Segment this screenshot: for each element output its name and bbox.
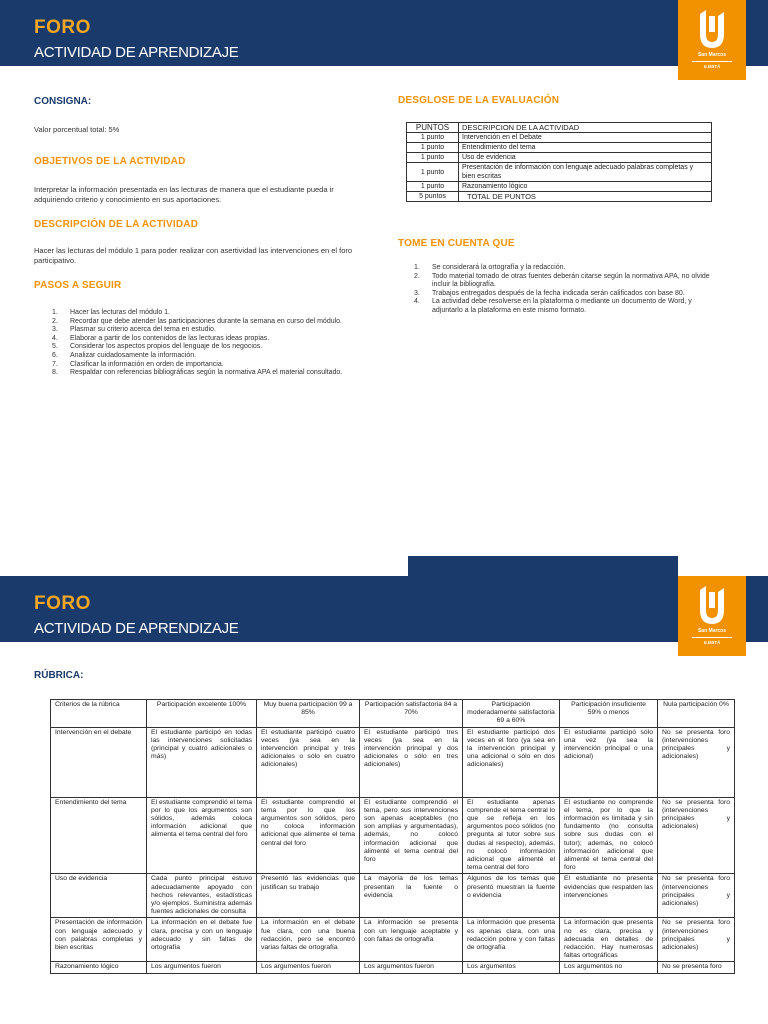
header-cell: Criterios de la rúbrica bbox=[51, 700, 147, 728]
table-cell: Intervención en el Debate bbox=[459, 133, 712, 143]
table-cell: 5 puntos bbox=[407, 192, 459, 202]
table-cell: Los argumentos bbox=[463, 962, 560, 973]
logo-divider bbox=[692, 637, 732, 638]
table-row bbox=[407, 163, 712, 182]
table-cell: Los argumentos fueron bbox=[360, 962, 463, 973]
logo-divider bbox=[692, 61, 732, 62]
san-marcos-logo bbox=[678, 576, 746, 656]
list-item: 3. Trabajos entregados después de la fecha indicada serán calificados con base 80. bbox=[414, 289, 685, 297]
list-item: 6. Analizar cuidadosamente la información. bbox=[52, 351, 197, 359]
table-cell: Uso de evidencia bbox=[51, 874, 147, 918]
table-cell: Presentación de información con lenguaje adecuado y con palabras completas y bien escritas bbox=[51, 918, 147, 962]
table-cell: La información en el debate fue clara, con una buena redacción, pero se encontró varias faltas de ortografía bbox=[257, 918, 360, 962]
objetivos-heading: OBJETIVOS DE LA ACTIVIDAD bbox=[34, 156, 186, 167]
desglose-heading: DESGLOSE DE LA EVALUACIÓN bbox=[398, 95, 560, 106]
header-cell: Muy buena participación 99 a 85% bbox=[257, 700, 360, 728]
table-cell: La información se presenta con un lenguaje aceptable y con faltas de ortografía bbox=[360, 918, 463, 962]
table-cell: 1 punto bbox=[407, 153, 459, 163]
objetivos-text: Interpretar la información presentada en las lecturas de manera que el estudiante pueda ir adquiriendo criterio y conocimiento en sus aportaciones. bbox=[34, 185, 334, 204]
table-cell: TOTAL DE PUNTOS bbox=[459, 192, 712, 202]
table-cell: El estudiante no presenta evidencias que respalden las intervenciones bbox=[560, 874, 658, 918]
list-item: 8. Respaldar con referencias bibliográficas según la normativa APA el material consultado. bbox=[52, 369, 343, 377]
page-title: FORO bbox=[34, 17, 91, 38]
table-cell: La información que presenta no es clara, precisa y adecuada en detalles de redacción. Hay numerosas faltas ortográficas bbox=[560, 918, 658, 962]
header-cell: Participación moderadamente satisfactoria 69 a 60% bbox=[463, 700, 560, 728]
list-item: 1. Hacer las lecturas del módulo 1. bbox=[52, 309, 170, 316]
table-row bbox=[407, 133, 712, 143]
table-cell: 1 punto bbox=[407, 163, 459, 182]
header-cell: Nula participación 0% bbox=[658, 700, 735, 728]
table-cell: No se presenta foro (intervenciones principales y adicionales) bbox=[658, 874, 735, 918]
u-logo-icon bbox=[698, 10, 726, 50]
san-marcos-logo bbox=[678, 0, 746, 80]
table-cell: Razonamiento lógico bbox=[51, 962, 147, 973]
list-item: 7. Clasificar la información en orden de importancia. bbox=[52, 360, 224, 368]
table-cell: El estudiante apenas comprende el tema central lo que se refleja en los argumentos poco sólidos (no pregunta al tutor sobre sus dudas al respecto), además, no colocó información adicional que alimenté el tema central del foro bbox=[463, 797, 560, 874]
table-cell: Cada punto principal estuvo adecuadamente apoyado con hechos relevantes, estadísticas y/o ejemplos. Suministra además fuentes adicionales de consulta bbox=[147, 874, 257, 918]
table-cell: El estudiante participó tres veces (ya sea en la intervención principal y dos adicionales o sólo en tres adicionales) bbox=[360, 727, 463, 797]
table-cell: El estudiante comprendió el tema, pero sus intervenciones son apenas aceptables (no son amplias y argumentadas), además, no colocó información adicional que alimenté el tema central del foro bbox=[360, 797, 463, 874]
list-item: 3. Plasmar su criterio acerca del tema en estudio. bbox=[52, 326, 216, 334]
header-cell: DESCRIPCION DE LA ACTIVIDAD bbox=[459, 123, 712, 133]
table-cell: El estudiante comprendió el tema por lo que los argumentos son sólidos, además coloca información adicional que alimenta el tema central del foro bbox=[147, 797, 257, 874]
list-item: 1. Se considerará la ortografía y la redacción. bbox=[414, 264, 566, 271]
table-row bbox=[51, 918, 735, 962]
list-item: 2. Recordar que debe atender las participaciones durante la semana en curso del módulo. bbox=[52, 317, 343, 325]
list-item: 4. Elaborar a partir de los contenidos de las lecturas ideas propias. bbox=[52, 334, 270, 342]
page-subtitle: ACTIVIDAD DE APRENDIZAJE bbox=[34, 620, 239, 637]
table-header-row bbox=[407, 123, 712, 133]
table-row bbox=[51, 727, 735, 797]
table-cell: No se presenta foro (intervenciones principales y adicionales) bbox=[658, 727, 735, 797]
table-cell: La mayoría de los temas presentan la fuente o evidencia bbox=[360, 874, 463, 918]
table-cell: El estudiante participó en todas las intervenciones solicitadas (principal y cuatro adicionales o más) bbox=[147, 727, 257, 797]
rubric-table bbox=[50, 699, 735, 974]
table-cell: Presentación de información con lenguaje adecuado palabras completas y bien escritas bbox=[459, 163, 712, 182]
table-row bbox=[51, 962, 735, 973]
table-row bbox=[407, 143, 712, 153]
table-cell: La información que presenta es apenas clara, con una redacción pobre y con faltas de ortografía bbox=[463, 918, 560, 962]
table-cell: No se presenta foro bbox=[658, 962, 735, 973]
evaluation-table bbox=[406, 122, 712, 202]
table-cell: 1 punto bbox=[407, 133, 459, 143]
table-header-row bbox=[51, 700, 735, 728]
table-cell: Entendimiento del tema bbox=[51, 797, 147, 874]
table-cell: Uso de evidencia bbox=[459, 153, 712, 163]
descripcion-heading: DESCRIPCIÓN DE LA ACTIVIDAD bbox=[34, 219, 199, 230]
logo-slogan: ILIMITÄ bbox=[703, 64, 721, 69]
list-item: 4. La actividad debe resolverse en la plataforma o mediante un documento de Word, y adjuntarlo a la plataforma en este mismo formato. bbox=[414, 298, 692, 314]
table-row bbox=[407, 182, 712, 192]
consigna-heading: CONSIGNA: bbox=[34, 96, 92, 107]
table-cell: El estudiante participó dos veces en el foro (ya sea en la intervención principal y una adicional o sólo en dos adicionales) bbox=[463, 727, 560, 797]
header-cell: Participación satisfactoria 84 a 70% bbox=[360, 700, 463, 728]
table-row bbox=[51, 874, 735, 918]
table-cell: Los argumentos no bbox=[560, 962, 658, 973]
table-cell: El estudiante no comprende el tema, por lo que la información es limitada y sin fundamento (no consulta sobre sus dudas con el tutor); además, no colocó información adicional que alimenté el tema central del foro bbox=[560, 797, 658, 874]
tome-heading: TOME EN CUENTA QUE bbox=[398, 238, 515, 249]
header-cell: PUNTOS bbox=[407, 123, 459, 133]
table-cell: Los argumentos fueron bbox=[147, 962, 257, 973]
consigna-value: Valor porcentual total: 5% bbox=[34, 125, 120, 134]
table-cell: 1 punto bbox=[407, 143, 459, 153]
page-subtitle: ACTIVIDAD DE APRENDIZAJE bbox=[34, 44, 239, 61]
table-cell: La información en el debate fue clara, precisa y con un lenguaje adecuado y sin faltas de ortografía bbox=[147, 918, 257, 962]
table-cell: Razonamiento lógico bbox=[459, 182, 712, 192]
table-row bbox=[51, 797, 735, 874]
table-cell: No se presenta foro (intervenciones principales y adicionales) bbox=[658, 797, 735, 874]
table-cell: Presentó las evidencias que justifican su trabajo bbox=[257, 874, 360, 918]
table-cell: El estudiante comprendió el tema por lo que los argumentos son sólidos, pero no coloca información adicional que alimente el tema central del foro bbox=[257, 797, 360, 874]
table-row bbox=[407, 192, 712, 202]
table-cell: Los argumentos fueron bbox=[257, 962, 360, 973]
logo-name: San Marcos bbox=[697, 628, 727, 634]
table-cell: 1 punto bbox=[407, 182, 459, 192]
table-cell: Algunos de los temas que presentó muestran la fuente o evidencia bbox=[463, 874, 560, 918]
list-item: 2. Todo material tomado de otras fuentes deberán citarse según la normativa APA, no olvide incluir la bibliografía. bbox=[414, 272, 710, 289]
table-row bbox=[407, 153, 712, 163]
table-cell: Entendimiento del tema bbox=[459, 143, 712, 153]
pasos-heading: PASOS A SEGUIR bbox=[34, 280, 122, 291]
list-item: 5. Considerar los aspectos propios del lenguaje de los negocios. bbox=[52, 343, 263, 351]
table-cell: El estudiante participó sólo una vez (ya sea la intervención principal o una adicional) bbox=[560, 727, 658, 797]
rubrica-heading: RÚBRICA: bbox=[34, 670, 84, 681]
page-title: FORO bbox=[34, 593, 91, 614]
logo-name: San Marcos bbox=[697, 52, 727, 58]
logo-slogan: ILIMITÄ bbox=[703, 640, 721, 645]
header-tab bbox=[408, 556, 678, 578]
pasos-list bbox=[52, 309, 352, 378]
table-cell: No se presenta foro (intervenciones principales y adicionales) bbox=[658, 918, 735, 962]
header-cell: Participación excelente 100% bbox=[147, 700, 257, 728]
header-cell: Participación insuficiente 59% o menos bbox=[560, 700, 658, 728]
tome-list bbox=[414, 264, 714, 316]
table-cell: Intervención en el debate bbox=[51, 727, 147, 797]
descripcion-text: Hacer las lecturas del módulo 1 para poder realizar con asertividad las intervenciones en el foro participativo. bbox=[34, 246, 353, 265]
table-cell: El estudiante participó cuatro veces (ya sea en la intervención principal y tres adicionales o sólo en cuatro adicionales) bbox=[257, 727, 360, 797]
u-logo-icon bbox=[698, 586, 726, 626]
